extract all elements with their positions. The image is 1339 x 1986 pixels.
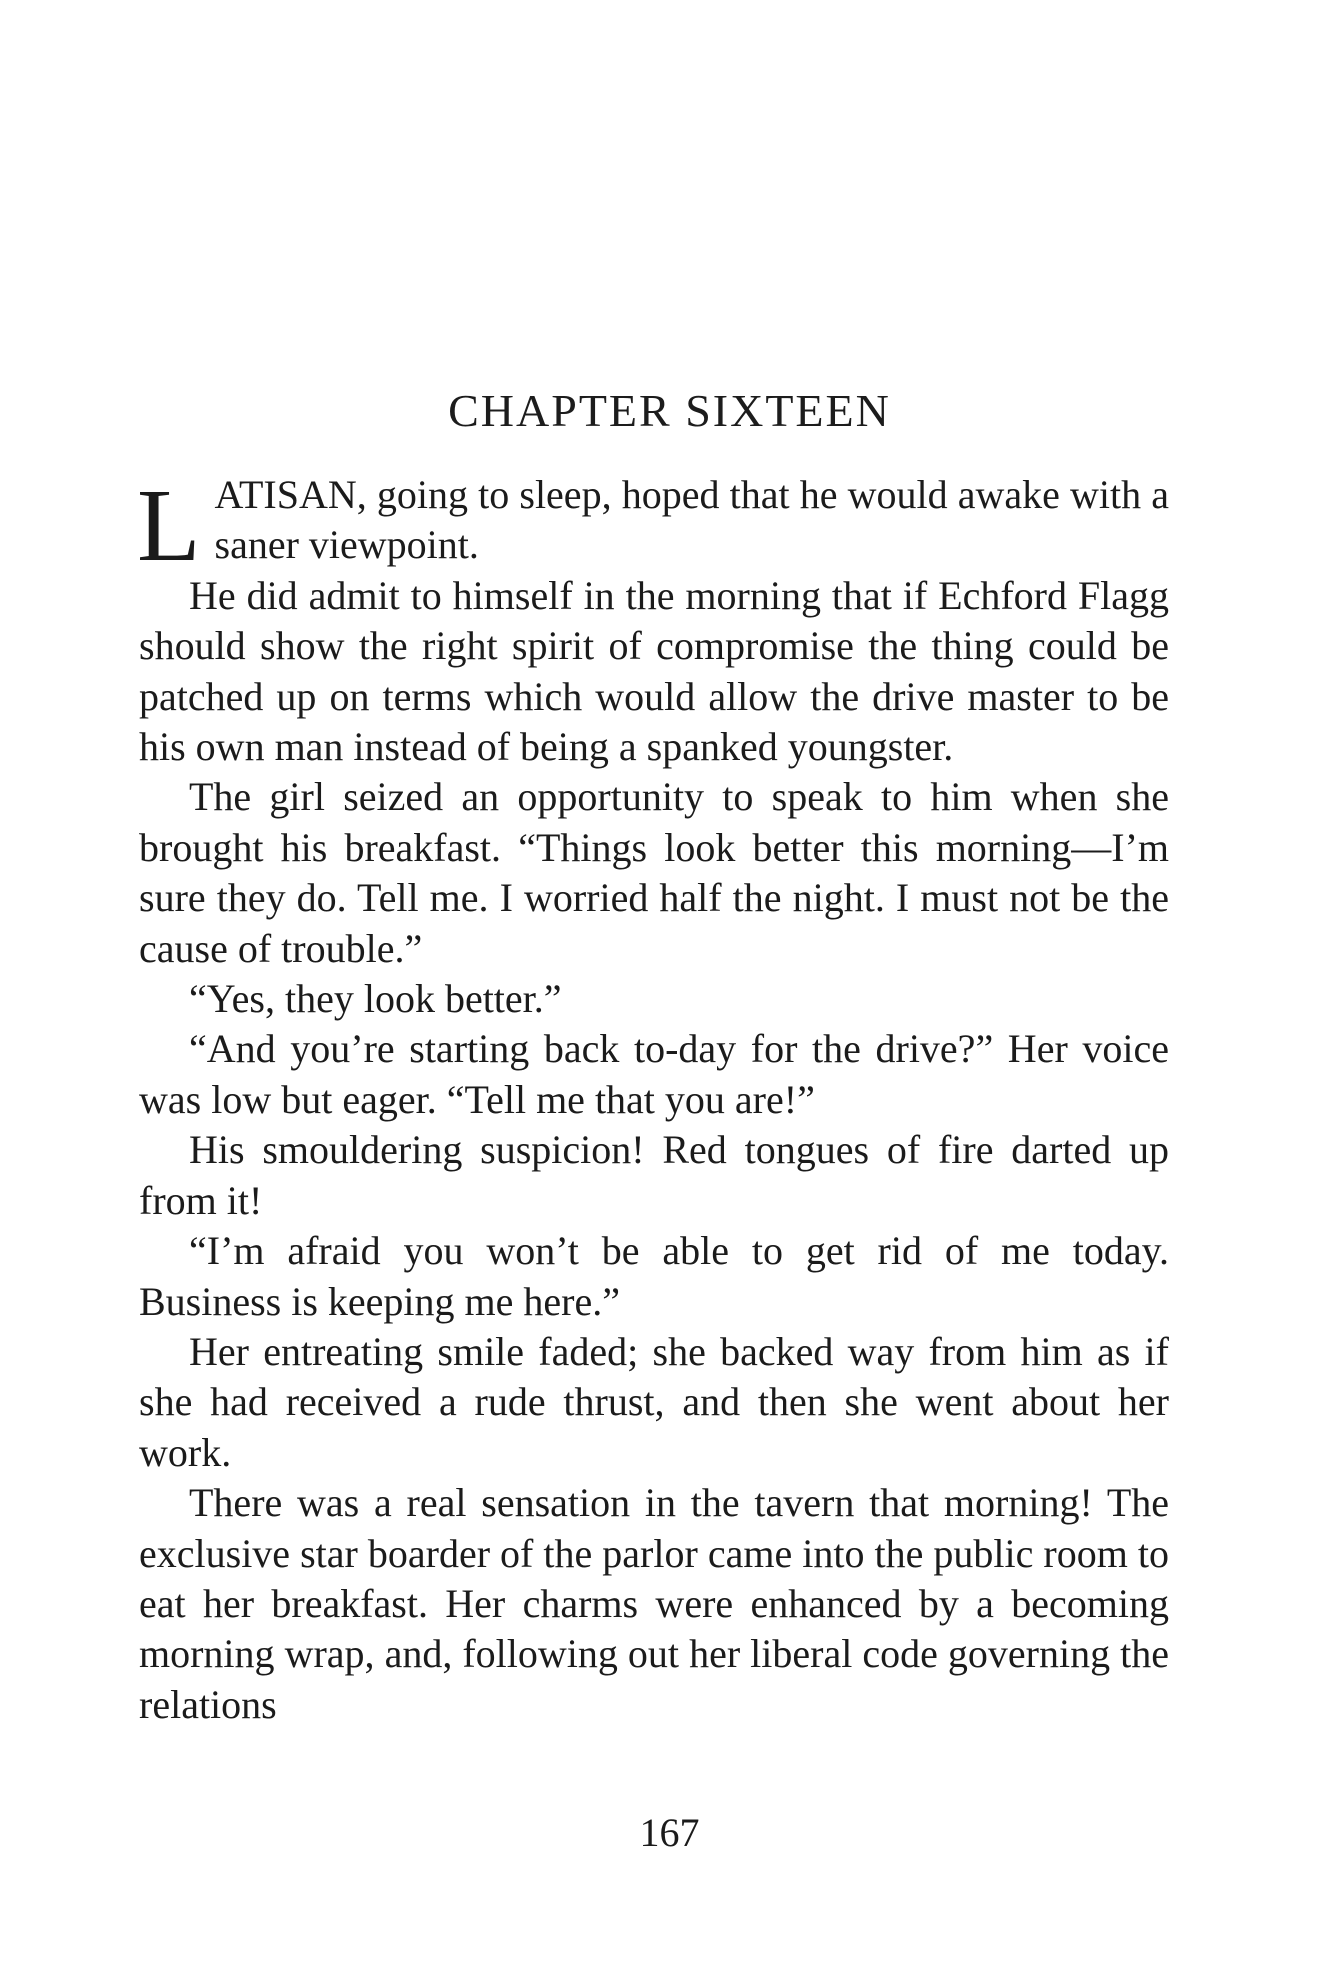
drop-cap: L (137, 468, 201, 583)
paragraph-6: His smouldering suspicion! Red tongues of fire darted up from it! (139, 1127, 1169, 1223)
body-text (139, 470, 1169, 1730)
paragraph-5: “And you’re starting back to-day for the drive?” Her voice was low but eager. “Tell me that you are!” (139, 1026, 1169, 1122)
paragraph-2: He did admit to himself in the morning that if Echford Flagg should show the right spirit of compromise the thing could be patched up on terms which would allow the drive master to be his own man instead of being a spanked youngster. (139, 572, 1169, 770)
paragraph-9: There was a real sensation in the tavern that morning! The exclusive star boarder of the parlor came into the public room to eat her breakfast. Her charms were enhanced by a becoming morning wrap, and, following out her liberal code governing the relations (139, 1480, 1169, 1727)
paragraph-3: The girl seized an opportunity to speak to him when she brought his breakfast. “Things look better this morning—I’m sure they do. Tell me. I worried half the night. I must not be the cause of trouble.” (139, 774, 1169, 971)
page-number: 167 (639, 1810, 700, 1855)
paragraph-4: “Yes, they look better.” (189, 976, 562, 1022)
paragraph-1 (137, 468, 1169, 583)
paragraph-text: ATISAN, going to sleep, hoped that he would awake with a saner viewpoint. (214, 472, 1169, 568)
chapter-title: CHAPTER SIXTEEN (448, 385, 891, 436)
paragraph-7: “I’m afraid you won’t be able to get rid of me today. Business is keeping me here.” (139, 1228, 1169, 1324)
paragraph-8: Her entreating smile faded; she backed way from him as if she had received a rude thrust, and then she went about her work. (139, 1328, 1169, 1475)
